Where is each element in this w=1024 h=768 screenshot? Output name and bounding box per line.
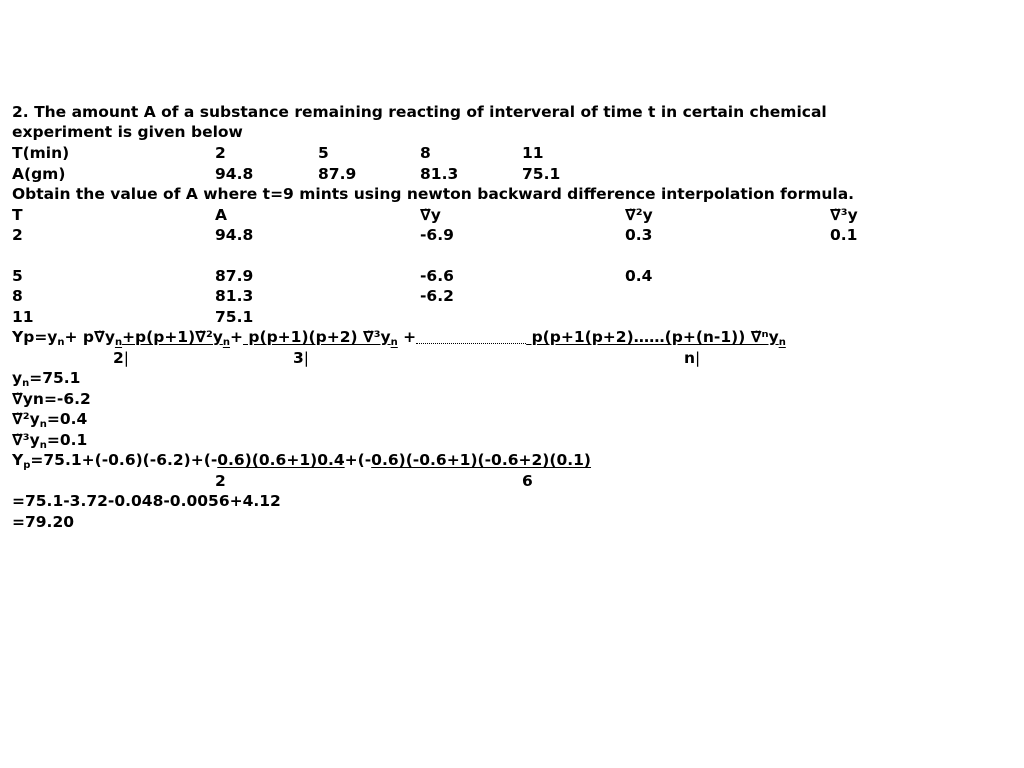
table-cell: 0.3 (625, 226, 653, 244)
calc-denominator: 6 (522, 472, 533, 490)
a-value: 75.1 (522, 165, 561, 183)
dotted-leader (416, 329, 526, 344)
table-cell: -6.2 (420, 287, 454, 305)
table-header-a: A (215, 206, 227, 224)
table-cell: 87.9 (215, 267, 254, 285)
calc-denominator: 2 (215, 472, 226, 490)
calc-result: =79.20 (12, 513, 75, 531)
task-text: Obtain the value of A where t=9 mints using newton backward difference interpolation formula. (12, 185, 855, 203)
factorial-3: 3| (293, 349, 310, 367)
factorial-n: n| (684, 349, 701, 367)
table-cell: 11 (12, 308, 34, 326)
yn-value: $y_n=75.1$ (12, 369, 81, 389)
table-cell: -6.9 (420, 226, 454, 244)
problem-line-2: experiment is given below (12, 123, 243, 141)
table-cell: 75.1 (215, 308, 254, 326)
a-value: 87.9 (318, 165, 357, 183)
table-header-d3: ∇̃³y (830, 206, 858, 224)
factorial-2: 2| (113, 349, 130, 367)
table-cell: 0.4 (625, 267, 653, 285)
t-value: 8 (420, 144, 431, 162)
table-cell: 2 (12, 226, 23, 244)
table-header-d1: ∇̃y (420, 206, 441, 224)
backward-formula: $Yp=y_n+$ $p\nablãy_n+p(p+1)\nablã^2y_n+ p(p+1)(p+2)$ $\nablã^3y_n$ + p(p+1(p+2)……(p+(n-1)) ∇̃ⁿy$_n$ (12, 328, 786, 348)
table-cell: 94.8 (215, 226, 254, 244)
a-value: 94.8 (215, 165, 254, 183)
third-difference-value: $\nablã^3y_n=0.1$ (12, 431, 88, 451)
table-header-d2: ∇̃²y (625, 206, 653, 224)
table-cell: 5 (12, 267, 23, 285)
t-label: T(min) (12, 144, 70, 162)
table-cell: 0.1 (830, 226, 858, 244)
a-label: A(gm) (12, 165, 66, 183)
table-cell: 81.3 (215, 287, 254, 305)
problem-line-1: 2. The amount A of a substance remaining reacting of interveral of time t in certain chemical (12, 103, 827, 121)
second-difference-value: $\nablã^2y_n=0.4$ (12, 410, 88, 430)
t-value: 11 (522, 144, 544, 162)
a-value: 81.3 (420, 165, 459, 183)
table-cell: 8 (12, 287, 23, 305)
t-value: 5 (318, 144, 329, 162)
calc-line-2: =75.1-3.72-0.048-0.0056+4.12 (12, 492, 281, 510)
first-difference-value: ∇̃yn=-6.2 (12, 390, 91, 408)
t-value: 2 (215, 144, 226, 162)
calc-line-1: $Y_p=75.1+(-0.6)(-6.2)+(-0.6)(0.6+1)0.4+(-0.6)(-0.6+1)(-0.6+2)(0.1)$ (12, 451, 592, 471)
table-header-t: T (12, 206, 23, 224)
table-cell: -6.6 (420, 267, 454, 285)
